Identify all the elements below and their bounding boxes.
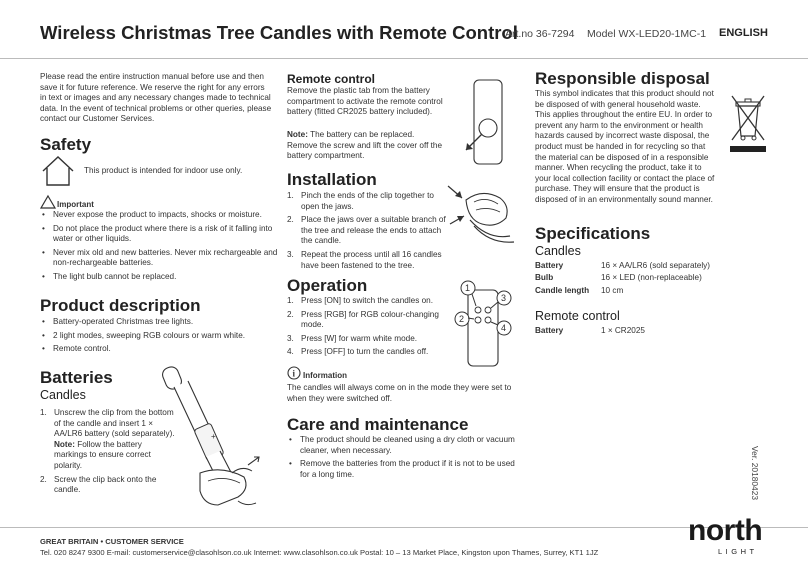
step-text: Repeat the process until all 16 candles have been fastened to the tree.	[301, 249, 442, 270]
spec-remote-heading: Remote control	[535, 309, 620, 323]
operation-step	[287, 310, 452, 331]
model-number: Model WX-LED20-1MC-1	[587, 28, 707, 40]
care-list	[287, 435, 519, 483]
remote-back-illustration	[460, 78, 510, 168]
step-text: Press [RGB] for RGB colour-changing mode.	[301, 309, 439, 330]
operation-step	[287, 347, 452, 358]
page-title: Wireless Christmas Tree Candles with Remote Control	[40, 22, 518, 43]
installation-steps	[287, 191, 447, 274]
step-number: 1.	[287, 296, 294, 305]
spec-row	[535, 286, 589, 295]
care-bullet: • The product should be cleaned using a dry cloth or vacuum cleaner, when necessary.	[287, 435, 519, 456]
disposal-heading: Responsible disposal	[535, 69, 710, 88]
spec-label: Candle length	[535, 286, 590, 295]
indoor-use-text: This product is intended for indoor use only.	[84, 166, 243, 175]
product-description-list	[40, 317, 278, 358]
step-number: 3.	[287, 333, 294, 343]
remote-front-illustration	[452, 280, 522, 370]
safety-list	[40, 210, 278, 286]
info-icon	[287, 366, 301, 380]
installation-step	[287, 215, 447, 247]
spec-value: 1 × CR2025	[601, 326, 645, 335]
brand-logo: north	[688, 514, 763, 547]
step-text: Press [W] for warm white mode.	[301, 333, 418, 343]
remote-control-note	[287, 130, 447, 162]
warning-icon	[40, 195, 56, 209]
callout-1: 1	[465, 283, 471, 293]
description-bullet: • Remote control.	[40, 344, 278, 355]
candle-battery-illustration	[160, 365, 270, 515]
footer-contact: Tel. 020 8247 9300 E-mail: customerservice@clasohlson.co.uk Internet: www.clasohlson.co.uk Postal: 10 – 13 Market Place, Kingston upon Thames, Surrey, KT1 1JZ	[40, 548, 599, 557]
information-label: Information	[303, 371, 347, 380]
remote-control-text: Remove the plastic tab from the battery compartment to activate the remote control battery (fitted CR2025 battery included).	[287, 86, 443, 117]
product-description-heading: Product description	[40, 296, 201, 315]
spec-label: Battery	[535, 326, 564, 335]
footer-divider	[0, 527, 808, 528]
remote-note-text: The battery can be replaced. Remove the screw and lift the cover off the battery compartment.	[287, 130, 443, 161]
specifications-heading: Specifications	[535, 224, 651, 243]
safety-bullet: • Do not place the product where there is a risk of it falling into water or other liquids.	[40, 224, 278, 245]
article-number: Art.no 36-7294	[505, 28, 575, 40]
important-label: Important	[57, 200, 94, 209]
operation-heading: Operation	[287, 276, 368, 295]
svg-text:i: i	[292, 368, 296, 379]
step-number: 1.	[287, 191, 294, 200]
battery-step-number: 2.	[40, 474, 47, 484]
house-icon	[40, 155, 76, 187]
step-number: 2.	[287, 215, 294, 225]
operation-steps	[287, 296, 452, 361]
spec-value: 16 × AA/LR6 (sold separately)	[601, 261, 710, 270]
callout-3: 3	[501, 293, 507, 303]
safety-bullet: • Never mix old and new batteries. Never mix rechargeable and non-rechargeable batteries.	[40, 248, 278, 269]
safety-heading: Safety	[40, 135, 92, 154]
remote-note-label: Note:	[287, 130, 308, 139]
step-text: Press [OFF] to turn the candles off.	[301, 347, 429, 357]
step-number: 4.	[287, 347, 294, 357]
spec-candles-heading: Candles	[535, 244, 581, 258]
step-text: Press [ON] to switch the candles on.	[301, 296, 433, 305]
step-text: Place the jaws over a suitable branch of the tree and release the ends to attach the candle.	[301, 215, 446, 246]
callout-2: 2	[459, 314, 465, 324]
step-text: Pinch the ends of the clip together to open the jaws.	[301, 191, 434, 211]
spec-row	[535, 273, 553, 282]
description-bullet: • Battery-operated Christmas tree lights.	[40, 317, 278, 328]
safety-bullet: • Never expose the product to impacts, shocks or moisture.	[40, 210, 278, 221]
spec-label: Bulb	[535, 273, 554, 282]
installation-step	[287, 191, 447, 212]
footer-heading: GREAT BRITAIN • CUSTOMER SERVICE	[40, 537, 184, 546]
safety-bullet: • The light bulb cannot be replaced.	[40, 272, 278, 283]
clip-installation-illustration	[446, 180, 522, 250]
batteries-candles-subheading: Candles	[40, 388, 86, 402]
spec-label: Battery	[535, 261, 564, 270]
operation-step	[287, 334, 452, 345]
spec-row	[535, 261, 563, 270]
spec-value: 16 × LED (non-replaceable)	[601, 273, 702, 282]
brand-logo-sub: LIGHT	[718, 547, 758, 556]
battery-step-text: Screw the clip back onto the candle.	[54, 474, 157, 495]
battery-note-text: Follow the battery markings to ensure correct polarity.	[54, 439, 151, 470]
weee-bin-icon	[726, 92, 770, 154]
step-number: 2.	[287, 309, 294, 319]
battery-step-number: 1.	[40, 408, 47, 417]
spec-value: 10 cm	[601, 286, 624, 295]
intro-text: Please read the entire instruction manual before use and then save it for future reference. We reserve the right for any errors in text or images and any necessary changes made to technical data. In the event of technical problems or other queries, please contact our Customer Services.	[40, 72, 272, 124]
installation-step	[287, 250, 447, 271]
care-bullet: • Remove the batteries from the product if it is not to be used for a long time.	[287, 459, 519, 480]
battery-note-label: Note:	[54, 439, 75, 449]
svg-text:+: +	[211, 432, 216, 441]
operation-step	[287, 296, 452, 307]
batteries-steps	[40, 408, 175, 496]
spec-row	[535, 326, 563, 335]
header-divider	[0, 58, 808, 59]
installation-heading: Installation	[287, 170, 377, 189]
care-heading: Care and maintenance	[287, 415, 469, 434]
battery-step-text: Unscrew the clip from the bottom of the candle and insert 1 × AA/LR6 battery (sold separately).	[54, 408, 175, 439]
version-label: Ver. 20180423	[750, 446, 760, 501]
language-label: ENGLISH	[719, 27, 768, 39]
information-text: The candles will always come on in the mode they were set to when they were switched off.	[287, 383, 512, 403]
batteries-heading: Batteries	[40, 368, 113, 387]
step-number: 3.	[287, 249, 294, 259]
remote-control-heading: Remote control	[287, 72, 376, 86]
description-bullet: • 2 light modes, sweeping RGB colours or warm white.	[40, 331, 278, 342]
disposal-text: This symbol indicates that this product should not be disposed of with general household waste. This applies throughout the entire EU. In order to prevent any harm to the environment or health hazards caused by incorrect waste disposal, the product must be handed in for recycling so that the material can be disposed of in a responsible manner. When recycling the product, take it to your local collection facility or contact the place of purchase. They will ensure that the product is disposed of in an environmentally sound manner.	[535, 89, 715, 204]
callout-4: 4	[501, 323, 507, 333]
